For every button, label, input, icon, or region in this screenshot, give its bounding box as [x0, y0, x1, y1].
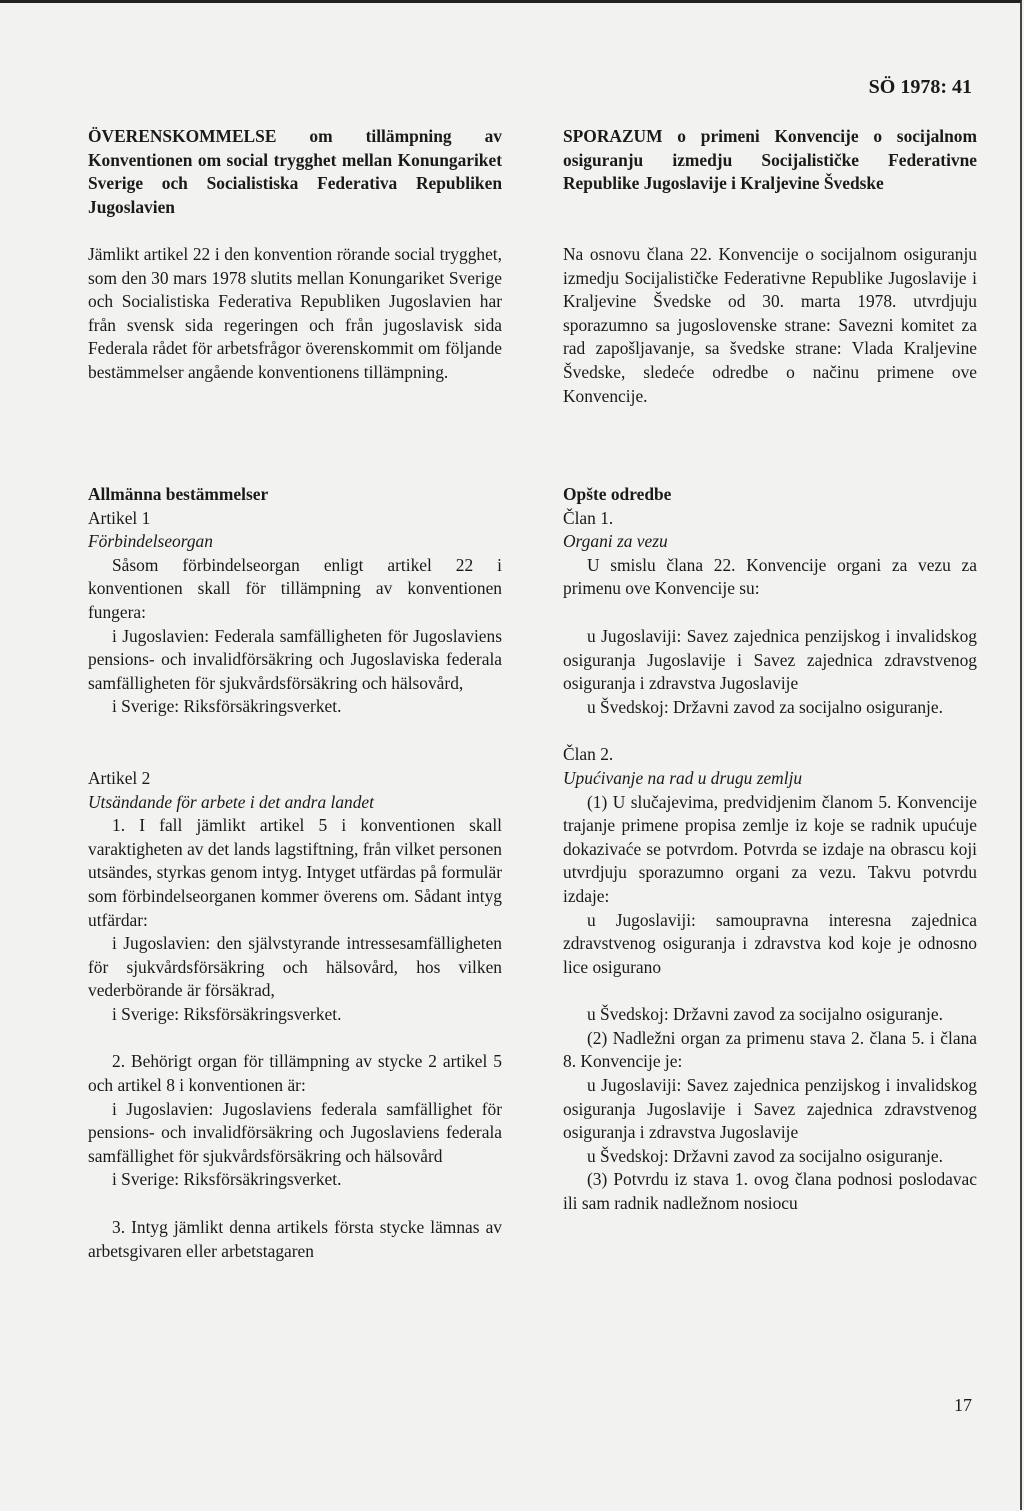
yugoslav-article-2-paragraph-1: (1) U slučajevima, predvidjenim članom 5. Konvencije trajanje primene propisa zemlje iz koje se radnik upućuje dokazivaće se potvrdom. Potvrda se izdaje na obrascu koji utvrdjuju sporazumno organi za vezu. Takvu potvrdu izdaje:: [563, 791, 977, 906]
yugoslav-article-1-paragraph-2: u Jugoslaviji: Savez zajednica penzijskog i invalidskog osiguranja Jugoslavije i Savez zajednica zdravstvenog osiguranja i zdravstva Jugoslavije: [563, 625, 977, 694]
swedish-intro: Jämlikt artikel 22 i den konvention rörande social trygghet, som den 30 mars 1978 slutits mellan Konungariket Sverige och Socialistiska Federativa Republiken Jugoslavien har från svensk sida regeringen och från jugoslavisk sida Federala rådet för arbetsfrågor överenskommit om följande bestämmelser angående konventionens tillämpning.: [88, 244, 502, 382]
swedish-article-1-paragraph-2: i Jugoslavien: Federala samfälligheten för Jugoslaviens pensions- och invalidförsäkring och Jugoslaviska federala samfälligheten för sjukvårdsförsäkring och hälsovård,: [88, 625, 502, 693]
yugoslav-general-heading: Opšte odredbe: [563, 484, 672, 504]
swedish-title: ÖVERENSKOMMELSE om tillämpning av Konventionen om social trygghet mellan Konungariket Sverige och Socialistiska Federativa Republiken Jugoslavien: [88, 126, 502, 217]
yugoslav-intro: Na osnovu člana 22. Konvencije o socijalnom osiguranju izmedju Socijalističke Federativne Republike Jugoslavije i Kraljevine Švedske od 30. marta 1978. utvrdjuju sporazumno sa jugoslovenske strane: Savezni komitet za rad zapošljavanje, sa švedske strane: Vlada Kraljevine Švedske, sledeće odredbe o načinu primene ove Konvencije.: [563, 244, 977, 406]
yugoslav-article-2-paragraph-6: u Švedskoj: Državni zavod za socijalno osiguranje.: [587, 1145, 943, 1166]
swedish-article-2-paragraph-5: i Jugoslavien: Jugoslaviens federala samfällighet för pensions- och invalidförsäkring och Jugoslaviens federala samfällighet för sjukvårdsförsäkring och hälsovård: [88, 1098, 502, 1166]
swedish-article-2-paragraph-4: 2. Behörigt organ för tillämpning av stycke 2 artikel 5 och artikel 8 i konventionen är:: [88, 1051, 502, 1096]
yugoslav-article-2-paragraph-2: u Jugoslaviji: samoupravna interesna zajednica zdravstvenog osiguranja i zdravstva kod koje je odnosno lice osigurano: [563, 909, 977, 977]
swedish-article-2-subtitle: Utsändande för arbete i det andra landet: [88, 791, 374, 812]
swedish-article-2-paragraph-7: 3. Intyg jämlikt denna artikels första stycke lämnas av arbetsgivaren eller arbetstagaren: [88, 1217, 502, 1261]
document-code: SÖ 1978: 41: [868, 76, 972, 98]
swedish-article-2-paragraph-6: i Sverige: Riksförsäkringsverket.: [112, 1169, 342, 1190]
swedish-article-2-paragraph-3: i Sverige: Riksförsäkringsverket.: [112, 1003, 342, 1024]
yugoslav-article-1-label: Član 1.: [563, 507, 614, 528]
yugoslav-article-2-paragraph-5: u Jugoslaviji: Savez zajednica penzijskog i invalidskog osiguranja Jugoslavije i Savez zajednica zdravstvenog osiguranja i zdravstva Jugoslavije: [563, 1075, 977, 1143]
swedish-article-2-paragraph-1: 1. I fall jämlikt artikel 5 i konventionen skall varaktigheten av det lands lagstiftning, från vilket personen utsändes, styrkas genom intyg. Intyget utfärdas på formulär som förbindelseorganen kommer överens om. Sådant intyg utfärdar:: [88, 815, 502, 930]
swedish-general-heading: Allmänna bestämmelser: [88, 484, 269, 504]
swedish-article-1-paragraph-1: Såsom förbindelseorgan enligt artikel 22 i konventionen skall för tillämpning av konventionen fungera:: [88, 554, 502, 622]
swedish-column: [88, 125, 502, 1263]
swedish-article-1-paragraph-3: i Sverige: Riksförsäkringsverket.: [112, 696, 342, 717]
swedish-article-1-subtitle: Förbindelseorgan: [88, 531, 213, 552]
yugoslav-article-2-paragraph-4: (2) Nadležni organ za primenu stava 2. člana 5. i člana 8. Konvencije je:: [563, 1027, 977, 1072]
swedish-article-2-label: Artikel 2: [88, 767, 151, 788]
yugoslav-article-1-subtitle: Organi za vezu: [563, 531, 668, 552]
yugoslav-title: SPORAZUM o primeni Konvencije o socijalnom osiguranju izmedju Socijalističke Federativne Republike Jugoslavije i Kraljevine Švedske: [563, 126, 977, 194]
page-number: 17: [954, 1395, 972, 1415]
yugoslav-article-1-paragraph-1: U smislu člana 22. Konvencije organi za vezu za primenu ove Konvencije su:: [563, 554, 977, 599]
swedish-article-1-label: Artikel 1: [88, 507, 151, 528]
yugoslav-column: [563, 125, 977, 1216]
yugoslav-article-2-paragraph-7: (3) Potvrdu iz stava 1. ovog člana podnosi poslodavac ili sam radnik nadležnom nosiocu: [563, 1169, 977, 1214]
yugoslav-article-2-paragraph-3: u Švedskoj: Državni zavod za socijalno osiguranje.: [587, 1004, 943, 1025]
yugoslav-article-2-subtitle: Upućivanje na rad u drugu zemlju: [563, 767, 803, 788]
swedish-article-2-paragraph-2: i Jugoslavien: den självstyrande intressesamfälligheten för sjukvårdsförsäkring och hälsovård, hos vilken vederbörande är försäkrad,: [88, 933, 502, 1001]
yugoslav-article-2-label: Član 2.: [563, 744, 614, 765]
yugoslav-article-1-paragraph-3: u Švedskoj: Državni zavod za socijalno osiguranje.: [587, 696, 943, 717]
